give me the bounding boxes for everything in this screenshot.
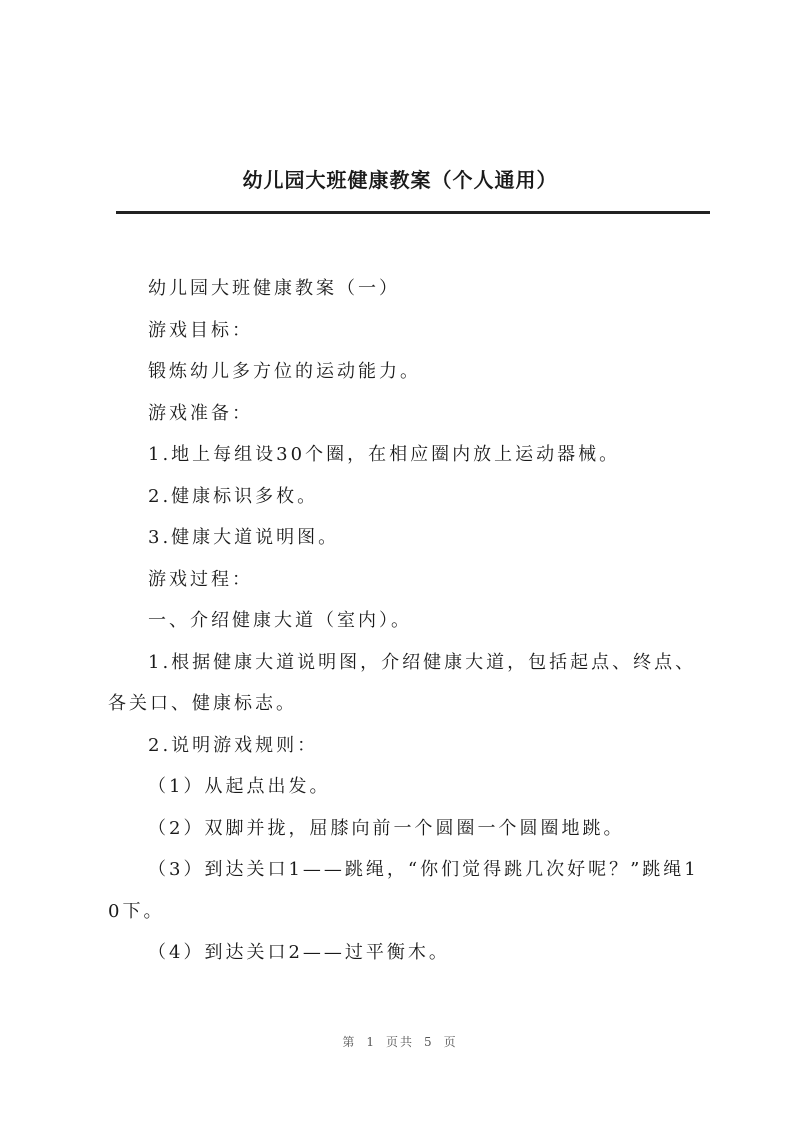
footer-label-page: 第 — [342, 1035, 357, 1049]
list-item: （1）从起点出发。 — [148, 776, 331, 797]
title-divider — [116, 211, 710, 214]
page-footer — [0, 1033, 800, 1050]
paragraph: 游戏准备： — [148, 402, 253, 424]
paragraph: 游戏目标： — [148, 319, 253, 341]
document-body — [108, 268, 708, 974]
document-title: 幼儿园大班健康教案（个人通用） — [242, 168, 558, 192]
footer-label-end: 页 — [443, 1035, 458, 1049]
footer-current-page: 1 — [366, 1035, 376, 1049]
paragraph: 3.健康大道说明图。 — [148, 527, 340, 548]
paragraph: 锻炼幼儿多方位的运动能力。 — [148, 361, 421, 382]
list-item: （4）到达关口2——过平衡木。 — [148, 942, 450, 963]
paragraph: 1.地上每组设30个圈，在相应圈内放上运动器械。 — [148, 444, 621, 465]
list-item: （3）到达关口1——跳绳，“你们觉得跳几次好呢？”跳绳10下。 — [108, 859, 699, 922]
paragraph: 2.健康标识多枚。 — [148, 485, 319, 507]
paragraph: 1.根据健康大道说明图，介绍健康大道，包括起点、终点、各关口、健康标志。 — [108, 651, 697, 714]
footer-total-pages: 5 — [424, 1035, 434, 1049]
section-heading: 幼儿园大班健康教案（一） — [148, 278, 400, 299]
list-item: （2）双脚并拢，屈膝向前一个圆圈一个圆圈地跳。 — [148, 817, 625, 839]
paragraph: 游戏过程： — [148, 568, 253, 590]
paragraph: 一、介绍健康大道（室内）。 — [148, 610, 412, 631]
footer-label-total: 页共 — [385, 1035, 414, 1049]
paragraph: 2.说明游戏规则： — [148, 734, 319, 756]
